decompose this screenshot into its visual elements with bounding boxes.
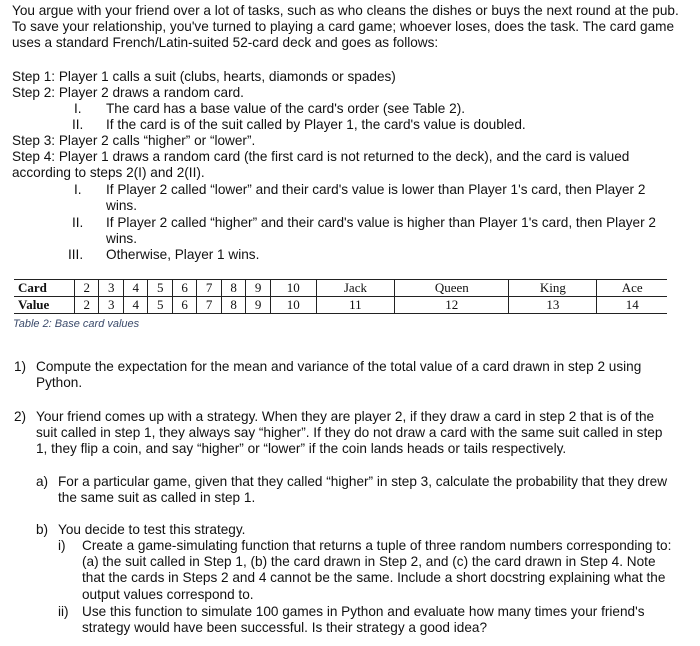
step-4-i-number: I. bbox=[74, 182, 82, 197]
step-2-i-number: I. bbox=[74, 101, 82, 116]
card-cell: 5 bbox=[148, 280, 172, 297]
question-2b-text: You decide to test this strategy. bbox=[58, 522, 246, 537]
question-2b-i-text: Create a game-simulating function that returns a tuple of three random numbers corresponding to: (a) the suit called in Step 1, (b) the card drawn in Step 2, and (c) the card drawn in Step 4. Note that the cards in Steps 2 and 4 cannot be the same. Include a short docstring explaining what the output values correspond to. bbox=[82, 538, 672, 602]
question-2b-i-number: i) bbox=[58, 538, 66, 553]
card-cell: Jack bbox=[316, 280, 395, 297]
step-4-ii-number: II. bbox=[72, 215, 84, 230]
value-row bbox=[14, 297, 667, 314]
step-2-ii-text: If the card is of the suit called by Player 1, the card's value is doubled. bbox=[106, 117, 526, 132]
step-4-i-text: If Player 2 called “lower” and their card's value is lower than Player 1's card, then Player 2 wins. bbox=[106, 182, 646, 214]
step-3: Step 3: Player 2 calls “higher” or “lower”. bbox=[12, 133, 256, 148]
value-cell: 6 bbox=[172, 297, 196, 314]
card-cell: Ace bbox=[597, 280, 667, 297]
step-4-iii-text: Otherwise, Player 1 wins. bbox=[106, 247, 260, 262]
value-cell: 13 bbox=[509, 297, 597, 314]
value-cell: 14 bbox=[597, 297, 667, 314]
step-2: Step 2: Player 2 draws a random card. bbox=[12, 85, 244, 100]
step-1: Step 1: Player 1 calls a suit (clubs, hearts, diamonds or spades) bbox=[12, 69, 396, 84]
value-row-label: Value bbox=[14, 297, 75, 314]
question-1-number: 1) bbox=[14, 359, 27, 374]
question-2-number: 2) bbox=[14, 409, 27, 424]
question-2b-ii-number: ii) bbox=[58, 604, 69, 619]
value-cell: 7 bbox=[197, 297, 221, 314]
card-cell: King bbox=[509, 280, 597, 297]
step-2-ii-number: II. bbox=[72, 117, 84, 132]
value-cell: 11 bbox=[316, 297, 395, 314]
base-card-values-table bbox=[14, 279, 667, 314]
card-row bbox=[14, 280, 667, 297]
step-4-iii-number: III. bbox=[68, 247, 84, 262]
value-cell: 5 bbox=[148, 297, 172, 314]
step-4: Step 4: Player 1 draws a random card (the first card is not returned to the deck), and the card is valued according to steps 2(I) and 2(II). bbox=[12, 149, 630, 181]
card-cell: 7 bbox=[197, 280, 221, 297]
card-cell: 6 bbox=[172, 280, 196, 297]
card-cell: 9 bbox=[246, 280, 270, 297]
question-2-text: Your friend comes up with a strategy. When they are player 2, if they draw a card in step 2 that is of the suit called in step 1, they always say “higher”. If they do not draw a card with the same suit called in step 1, they flip a coin, and say “higher” or “lower” if the coin lands heads or tails respectively. bbox=[36, 409, 663, 457]
card-cell: 2 bbox=[75, 280, 99, 297]
value-cell: 12 bbox=[395, 297, 509, 314]
value-cell: 2 bbox=[75, 297, 99, 314]
card-cell: 10 bbox=[270, 280, 316, 297]
step-4-ii-text: If Player 2 called “higher” and their card's value is higher than Player 1's card, then Player 2 wins. bbox=[106, 215, 656, 247]
value-cell: 9 bbox=[246, 297, 270, 314]
table-caption: Table 2: Base card values bbox=[13, 318, 140, 330]
card-cell: 3 bbox=[99, 280, 123, 297]
card-cell: Queen bbox=[395, 280, 509, 297]
question-2b-number: b) bbox=[36, 522, 49, 537]
value-cell: 4 bbox=[123, 297, 147, 314]
intro-paragraph: You argue with your friend over a lot of tasks, such as who cleans the dishes or buys the next round at the pub. To save your relationship, you've turned to playing a card game; whoever loses, does the task. The card game uses a standard French/Latin-suited 52-card deck and goes as follows: bbox=[12, 3, 679, 51]
value-cell: 8 bbox=[221, 297, 245, 314]
question-2b-ii-text: Use this function to simulate 100 games in Python and evaluate how many times your friend's strategy would have been successful. Is their strategy a good idea? bbox=[82, 604, 645, 636]
question-2a-text: For a particular game, given that they called “higher” in step 3, calculate the probability that they drew the same suit as called in step 1. bbox=[58, 474, 668, 506]
value-cell: 10 bbox=[270, 297, 316, 314]
question-2a-number: a) bbox=[36, 474, 49, 489]
question-1-text: Compute the expectation for the mean and variance of the total value of a card drawn in step 2 using Python. bbox=[36, 359, 642, 391]
card-cell: 4 bbox=[123, 280, 147, 297]
value-cell: 3 bbox=[99, 297, 123, 314]
step-2-i-text: The card has a base value of the card's order (see Table 2). bbox=[106, 101, 466, 116]
card-row-label: Card bbox=[14, 280, 75, 297]
card-cell: 8 bbox=[221, 280, 245, 297]
